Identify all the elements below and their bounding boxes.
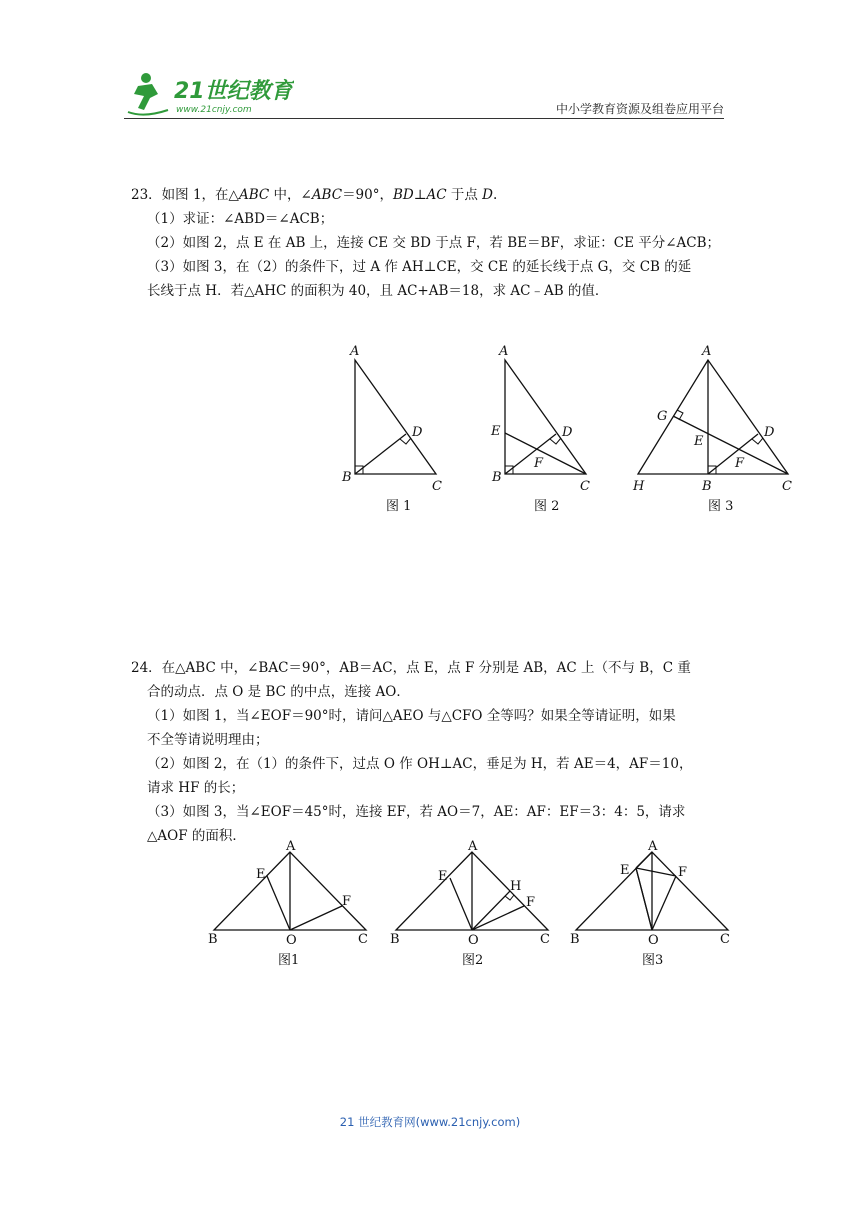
svg-text:A: A xyxy=(468,839,478,854)
svg-text:F: F xyxy=(735,456,745,471)
q23-caption-3: 图 3 xyxy=(708,499,734,514)
svg-text:O: O xyxy=(648,933,659,948)
problem-23 xyxy=(131,183,731,303)
q24-part3-line1: （3）如图 3，当∠EOF＝45°时，连接 EF，若 AO＝7，AE：AF：EF＝3：4：5，请求 xyxy=(147,804,686,820)
svg-text:C: C xyxy=(540,932,550,947)
svg-text:F: F xyxy=(526,895,536,910)
svg-text:B: B xyxy=(570,932,580,947)
q24-part2-line1: （2）如图 2，在（1）的条件下，过点 O 作 OH⊥AC，垂足为 H，若 AE＝4，AF＝10， xyxy=(147,756,693,772)
q24-line1: 24．在△ABC 中，∠BAC＝90°，AB＝AC，点 E，点 F 分别是 AB，AC 上（不与 B，C 重 xyxy=(131,660,691,676)
svg-text:B: B xyxy=(342,470,352,485)
svg-text:F: F xyxy=(678,865,688,880)
svg-text:A: A xyxy=(702,344,712,359)
svg-text:A: A xyxy=(350,344,360,359)
logo xyxy=(124,68,294,118)
q23-part3-line1: （3）如图 3，在（2）的条件下，过 A 作 AH⊥CE，交 CE 的延长线于点 G，交 CB 的延 xyxy=(147,259,692,275)
q23-part3-line2: 长线于点 H．若△AHC 的面积为 40，且 AC+AB＝18，求 AC﹣AB 的值． xyxy=(147,283,609,299)
q24-caption-3: 图3 xyxy=(642,953,664,968)
q24-part2-line2: 请求 HF 的长； xyxy=(147,780,245,796)
svg-text:A: A xyxy=(648,839,658,854)
svg-text:B: B xyxy=(702,479,712,494)
q24-figure-2 xyxy=(390,839,550,968)
svg-text:C: C xyxy=(580,479,590,494)
q24-part3-line2: △AOF 的面积． xyxy=(147,828,246,844)
svg-text:www.21cnjy.com: www.21cnjy.com xyxy=(176,105,252,115)
svg-text:H: H xyxy=(633,479,645,494)
svg-text:E: E xyxy=(620,863,630,878)
svg-text:O: O xyxy=(468,933,479,948)
q24-line2: 合的动点．点 O 是 BC 的中点，连接 AO． xyxy=(147,684,410,700)
q24-part1-line1: （1）如图 1，当∠EOF＝90°时，请问△AEO 与△CFO 全等吗？如果全等请证明，如果 xyxy=(147,708,676,724)
svg-text:C: C xyxy=(432,479,442,494)
svg-text:A: A xyxy=(499,344,509,359)
q24-figures xyxy=(200,838,740,973)
svg-text:C: C xyxy=(358,932,368,947)
svg-text:F: F xyxy=(534,456,544,471)
q24-caption-2: 图2 xyxy=(462,953,484,968)
q23-figure-1 xyxy=(341,344,442,514)
q24-figure-1 xyxy=(208,839,368,968)
q24-part1-line2: 不全等请说明理由； xyxy=(147,732,269,748)
page-header xyxy=(124,60,724,120)
q23-part2: （2）如图 2，点 E 在 AB 上，连接 CE 交 BD 于点 F，若 BE＝BF，求证：CE 平分∠ACB； xyxy=(147,235,721,251)
header-platform-text: 中小学教育资源及组卷应用平台 xyxy=(555,102,724,116)
q24-caption-1: 图1 xyxy=(278,953,300,968)
header-divider xyxy=(124,118,724,119)
svg-text:D: D xyxy=(562,425,573,440)
svg-text:D: D xyxy=(412,425,423,440)
svg-text:F: F xyxy=(342,894,352,909)
page-footer[interactable]: 21 世纪教育网(www.21cnjy.com) xyxy=(339,1115,521,1129)
q24-figure-3 xyxy=(570,839,730,968)
svg-text:B: B xyxy=(492,470,502,485)
svg-text:O: O xyxy=(286,933,297,948)
svg-text:E: E xyxy=(256,867,266,882)
svg-text:C: C xyxy=(720,932,730,947)
q23-caption-2: 图 2 xyxy=(534,499,560,514)
svg-text:D: D xyxy=(764,425,775,440)
svg-text:E: E xyxy=(438,869,448,884)
q23-caption-1: 图 1 xyxy=(386,499,412,514)
svg-text:E: E xyxy=(694,434,704,449)
q23-figure-2 xyxy=(490,344,590,514)
q23-figures xyxy=(330,338,810,518)
q23-figure-3 xyxy=(632,344,792,514)
svg-text:B: B xyxy=(390,932,400,947)
svg-text:B: B xyxy=(208,932,218,947)
svg-text:G: G xyxy=(657,409,668,424)
svg-text:E: E xyxy=(491,424,501,439)
svg-text:21世纪教育: 21世纪教育 xyxy=(174,79,293,104)
svg-text:H: H xyxy=(510,879,522,894)
q23-part1: （1）求证：∠ABD＝∠ACB； xyxy=(147,211,334,227)
q23-stem: 23．如图 1，在△ABC 中，∠ABC＝90°，BD⊥AC 于点 D. xyxy=(131,187,498,203)
problem-24 xyxy=(131,656,731,848)
svg-text:A: A xyxy=(286,839,296,854)
svg-text:C: C xyxy=(782,479,792,494)
